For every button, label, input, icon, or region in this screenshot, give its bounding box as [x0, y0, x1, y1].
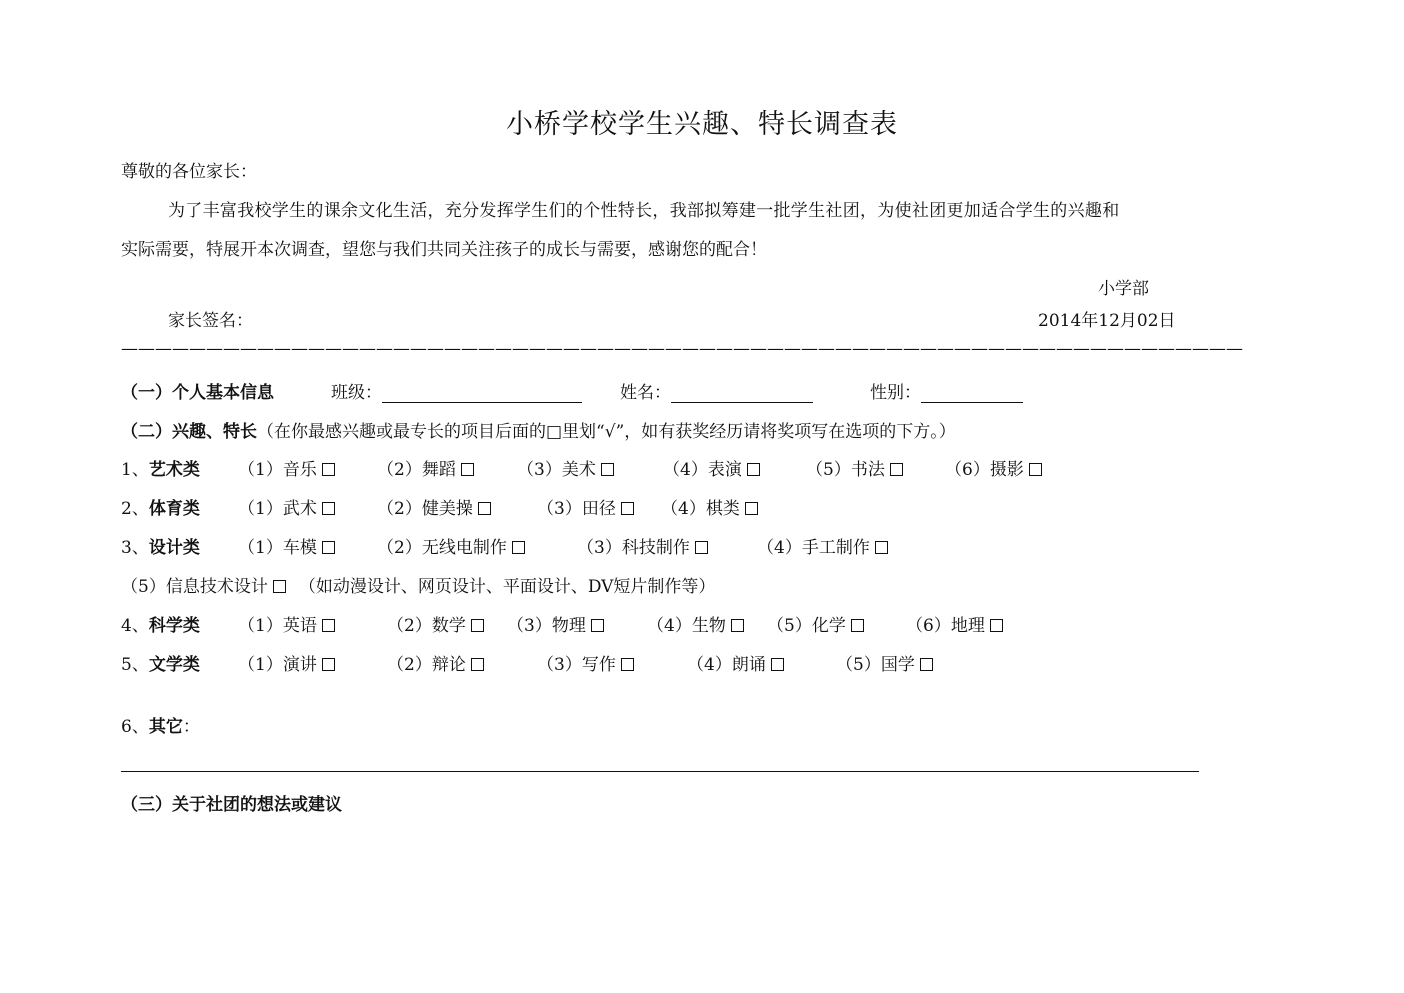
checkbox[interactable] — [322, 502, 335, 515]
option-item[interactable] — [537, 650, 637, 675]
checkbox[interactable] — [322, 541, 335, 554]
option-item[interactable] — [767, 611, 867, 636]
checkbox[interactable] — [322, 463, 335, 476]
checkbox[interactable] — [621, 502, 634, 515]
category-row-6 — [121, 650, 200, 675]
checkbox[interactable] — [621, 658, 634, 671]
gender-blank[interactable] — [921, 384, 1023, 403]
option-item[interactable] — [663, 455, 763, 480]
category-name: 设计类 — [148, 538, 200, 558]
class-blank[interactable] — [382, 384, 582, 403]
option-label: （6）地理 — [906, 616, 985, 636]
checkbox[interactable] — [990, 619, 1003, 632]
category-prefix: 4、 — [121, 616, 149, 636]
checkbox[interactable] — [890, 463, 903, 476]
checkbox[interactable] — [875, 541, 888, 554]
option-label: （1）武术 — [238, 499, 317, 519]
option-item[interactable] — [238, 650, 338, 675]
option-label: （5）信息技术设计 — [121, 577, 268, 597]
option-item[interactable] — [577, 533, 711, 558]
category-prefix: 2、 — [121, 499, 149, 519]
option-label: （5）书法 — [806, 460, 885, 480]
parent-signature-label: 家长签名： — [168, 311, 253, 331]
option-label: （2）数学 — [387, 616, 466, 636]
name-field[interactable] — [620, 378, 813, 403]
category-name: 体育类 — [148, 499, 200, 519]
option-item[interactable] — [906, 611, 1006, 636]
option-item[interactable] — [238, 533, 338, 558]
option-label: （5）国学 — [836, 655, 915, 675]
option-item[interactable] — [387, 611, 487, 636]
option-item[interactable] — [507, 611, 607, 636]
category-name: 科学类 — [148, 616, 200, 636]
option-label: （4）棋类 — [661, 499, 740, 519]
checkbox[interactable] — [273, 580, 286, 593]
section1-heading: （一）个人基本信息 — [121, 383, 274, 403]
option-item[interactable] — [238, 611, 338, 636]
other-colon: ： — [182, 717, 200, 737]
category-name: 文学类 — [148, 655, 200, 675]
section-basic-info — [121, 378, 274, 403]
option-label: （1）车模 — [238, 538, 317, 558]
checkbox[interactable] — [471, 619, 484, 632]
checkbox[interactable] — [731, 619, 744, 632]
category-row-1 — [121, 455, 200, 480]
category-row-3 — [121, 533, 200, 558]
page-title: 小桥学校学生兴趣、特长调查表 — [506, 109, 898, 140]
category-name: 艺术类 — [148, 460, 200, 480]
category-row-extra — [121, 572, 715, 597]
category-row-5 — [121, 611, 200, 636]
category-prefix: 5、 — [121, 655, 149, 675]
option-item[interactable] — [757, 533, 891, 558]
option-label: （3）物理 — [507, 616, 586, 636]
section-interests — [121, 417, 956, 442]
greeting: 尊敬的各位家长： — [121, 162, 257, 182]
other-answer-line[interactable] — [121, 771, 1199, 772]
date: 2014年12月02日 — [1038, 311, 1176, 331]
option-label: （1）英语 — [238, 616, 317, 636]
option-item[interactable] — [806, 455, 906, 480]
department-signature: 小学部 — [1098, 279, 1149, 299]
class-label: 班级： — [331, 383, 382, 403]
name-label: 姓名： — [620, 383, 671, 403]
checkbox[interactable] — [747, 463, 760, 476]
option-item[interactable] — [238, 455, 338, 480]
section-suggestions — [121, 790, 342, 815]
option-label: （4）朗诵 — [687, 655, 766, 675]
intro-paragraph-line1: 为了丰富我校学生的课余文化生活，充分发挥学生们的个性特长，我部拟筹建一批学生社团，为使社团更加适合学生的兴趣和 — [168, 201, 1120, 221]
checkbox[interactable] — [601, 463, 614, 476]
option-item[interactable] — [387, 650, 487, 675]
option-item[interactable] — [537, 494, 637, 519]
checkbox[interactable] — [478, 502, 491, 515]
section3-heading: （三）关于社团的想法或建议 — [121, 795, 342, 815]
option-label: （4）生物 — [647, 616, 726, 636]
option-item[interactable] — [517, 455, 617, 480]
option-item[interactable] — [836, 650, 936, 675]
divider-line: —————————————————————————————————————————————————————————————————— — [121, 339, 1243, 359]
option-label: （4）手工制作 — [757, 538, 870, 558]
option-label: （2）辩论 — [387, 655, 466, 675]
section2-heading: （二）兴趣、特长 — [121, 422, 257, 442]
section2-note: （在你最感兴趣或最专长的项目后面的□里划“√”，如有获奖经历请将奖项写在选项的下方。） — [257, 422, 956, 442]
checkbox[interactable] — [512, 541, 525, 554]
other-prefix: 6、 — [121, 717, 149, 737]
class-field[interactable] — [331, 378, 582, 403]
name-blank[interactable] — [671, 384, 813, 403]
option-label: （6）摄影 — [945, 460, 1024, 480]
option-label: （4）表演 — [663, 460, 742, 480]
option-item[interactable] — [647, 611, 747, 636]
option-item[interactable] — [687, 650, 787, 675]
other-row — [121, 712, 200, 737]
option-item[interactable] — [238, 494, 338, 519]
checkbox[interactable] — [920, 658, 933, 671]
checkbox[interactable] — [1029, 463, 1042, 476]
option-label: （1）演讲 — [238, 655, 317, 675]
checkbox[interactable] — [851, 619, 864, 632]
checkbox[interactable] — [695, 541, 708, 554]
category-prefix: 1、 — [121, 460, 149, 480]
option-item[interactable] — [661, 494, 761, 519]
other-label: 其它 — [148, 717, 183, 737]
option-item[interactable] — [377, 455, 477, 480]
gender-field[interactable] — [870, 378, 1023, 403]
gender-label: 性别： — [870, 383, 921, 403]
category-prefix: 3、 — [121, 538, 149, 558]
checkbox[interactable] — [771, 658, 784, 671]
checkbox[interactable] — [471, 658, 484, 671]
option-item[interactable] — [377, 494, 494, 519]
option-label: （2）舞蹈 — [377, 460, 456, 480]
option-label: （1）音乐 — [238, 460, 317, 480]
option-label: （3）美术 — [517, 460, 596, 480]
option-label: （3）科技制作 — [577, 538, 690, 558]
intro-paragraph-line2: 实际需要，特展开本次调查，望您与我们共同关注孩子的成长与需要，感谢您的配合！ — [121, 240, 767, 260]
checkbox[interactable] — [591, 619, 604, 632]
option-label: （2）无线电制作 — [377, 538, 507, 558]
checkbox[interactable] — [322, 658, 335, 671]
option-item[interactable] — [945, 455, 1045, 480]
category-row-2 — [121, 494, 200, 519]
option-label: （3）写作 — [537, 655, 616, 675]
option-label: （5）化学 — [767, 616, 846, 636]
checkbox[interactable] — [322, 619, 335, 632]
option-item[interactable] — [377, 533, 528, 558]
option-label: （3）田径 — [537, 499, 616, 519]
option-label: （2）健美操 — [377, 499, 473, 519]
checkbox[interactable] — [745, 502, 758, 515]
checkbox[interactable] — [461, 463, 474, 476]
option-item[interactable] — [121, 572, 289, 597]
option-note: （如动漫设计、网页设计、平面设计、DV短片制作等） — [298, 577, 716, 597]
